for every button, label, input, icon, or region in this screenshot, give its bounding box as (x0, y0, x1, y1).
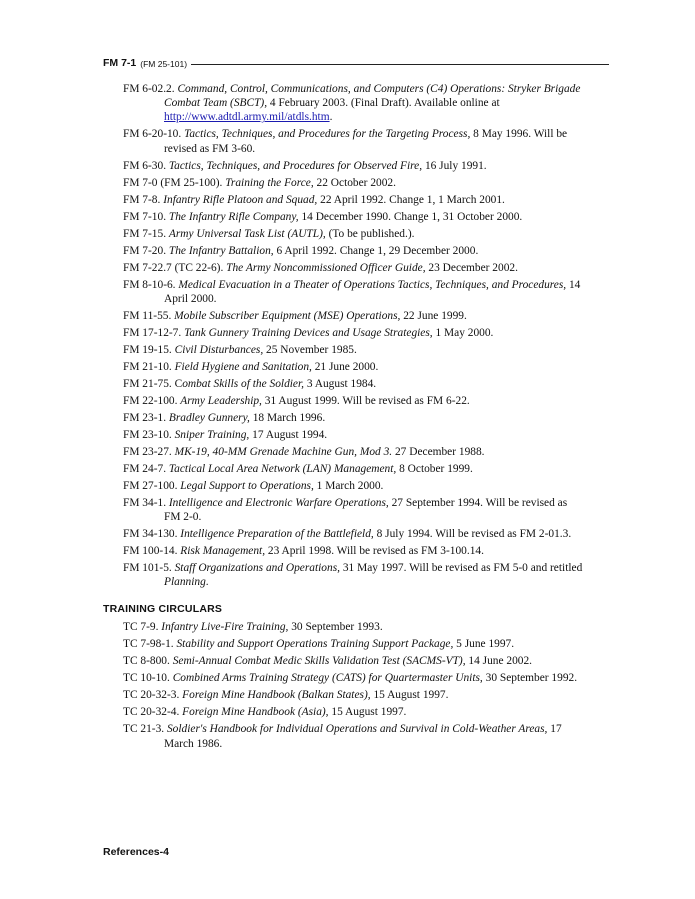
reference-details: 23 April 1998. Will be revised as FM 3-100.14. (265, 545, 484, 558)
reference-number: FM 23-27. (123, 445, 175, 458)
reference-title: Infantry Live-Fire Training, (161, 621, 289, 634)
reference-tail: . (205, 576, 209, 589)
reference-entry (123, 394, 585, 408)
reference-title: Medical Evacuation in a Theater of Operations Tactics, Techniques, and Procedures, (178, 278, 567, 291)
reference-details: 17 March 1986. (164, 723, 562, 750)
reference-title: Army Leadership, (180, 394, 262, 407)
reference-details: 5 June 1997. (453, 638, 515, 651)
reference-details: 15 August 1997. (328, 706, 407, 719)
header-doc-id: FM 7-1 (103, 57, 137, 69)
reference-number: FM 27-100. (123, 479, 181, 492)
reference-entry (123, 428, 585, 442)
reference-title: Intelligence Preparation of the Battlefield, (180, 528, 374, 541)
reference-details: 8 October 1999. (396, 462, 473, 475)
reference-number: FM 24-7. (123, 462, 169, 475)
reference-link[interactable]: http://www.adtdl.army.mil/atdls.htm (164, 111, 330, 124)
reference-title: Risk Management, (180, 545, 266, 558)
reference-number: FM 19-15. (123, 343, 175, 356)
header-rule (191, 64, 609, 65)
reference-details: 22 June 1999. (400, 309, 467, 322)
reference-number: FM 7-10. (123, 210, 169, 223)
reference-details: 30 September 1993. (288, 621, 383, 634)
header-old-doc-id: (FM 25-101) (140, 59, 188, 69)
reference-title: Mobile Subscriber Equipment (MSE) Operations, (174, 309, 401, 322)
reference-entry (123, 445, 585, 459)
reference-number: FM 23-1. (123, 411, 169, 424)
reference-title: Tactical Local Area Network (LAN) Management, (168, 462, 397, 475)
reference-details: 22 April 1992. Change 1, 1 March 2001. (317, 193, 505, 206)
reference-entry (123, 176, 585, 190)
reference-details: 14 April 2000. (164, 278, 581, 305)
reference-title: Training the Force, (225, 176, 314, 189)
section-heading-training-circulars: TRAINING CIRCULARS (103, 603, 223, 616)
reference-entry (123, 278, 585, 306)
reference-number: FM 7-15. (123, 227, 169, 240)
reference-title: Tactics, Techniques, and Procedures for the Targeting Process, (184, 128, 471, 141)
reference-entry (123, 326, 585, 340)
reference-title: Foreign Mine Handbook (Balkan States), (182, 689, 371, 702)
reference-entry (123, 496, 585, 524)
reference-details: 4 February 2003. (Final Draft). Available online at (267, 97, 500, 110)
training-circulars-list (123, 620, 585, 750)
reference-number: FM 7-20. (123, 244, 169, 257)
reference-number: FM 17-12-7. (123, 326, 185, 339)
reference-number: FM 34-1. (123, 496, 169, 509)
reference-title: The Infantry Rifle Company, (168, 210, 299, 223)
reference-title: Army Universal Task List (AUTL), (168, 227, 326, 240)
page-header (103, 55, 609, 69)
reference-title: Foreign Mine Handbook (Asia), (182, 706, 329, 719)
reference-details: 30 September 1992. (482, 672, 578, 685)
reference-details: (To be published.). (325, 227, 415, 240)
reference-details: 16 July 1991. (422, 159, 487, 172)
reference-number: FM 101-5. (123, 562, 175, 575)
reference-entry (123, 722, 585, 750)
reference-entry (123, 244, 585, 258)
reference-title: Intelligence and Electronic Warfare Operations, (168, 496, 389, 509)
reference-entry (123, 544, 585, 558)
reference-number: TC 21-3. (123, 723, 167, 736)
reference-title: Semi-Annual Combat Medic Skills Validation Test (SACMS-VT), (172, 655, 466, 668)
reference-entry (123, 210, 585, 224)
reference-details: 31 August 1999. Will be revised as FM 6-22. (261, 394, 470, 407)
reference-number: TC 7-9. (123, 621, 162, 634)
reference-tail: . (329, 111, 333, 124)
reference-entry (123, 82, 585, 125)
reference-number: TC 8-800. (123, 655, 173, 668)
reference-number: TC 10-10. (123, 672, 173, 685)
reference-title: Combined Arms Training Strategy (CATS) for Quartermaster Units, (172, 672, 483, 685)
reference-details: 1 May 2000. (432, 326, 494, 339)
reference-details: 21 June 2000. (311, 360, 379, 373)
reference-details: 14 June 2002. (465, 655, 533, 668)
reference-entry (123, 705, 585, 719)
reference-title: MK-19, 40-MM Grenade Machine Gun, Mod 3. (174, 445, 393, 458)
reference-details: 17 August 1994. (249, 428, 328, 441)
page-footer: References-4 (103, 846, 169, 858)
reference-number: TC 20-32-3. (123, 689, 183, 702)
reference-number: FM 21-10. (123, 360, 175, 373)
reference-details: 22 October 2002. (313, 176, 396, 189)
references-list (103, 82, 585, 754)
reference-title: Bradley Gunnery, (168, 411, 250, 424)
reference-number: FM 7-0 (FM 25-100). (123, 176, 226, 189)
reference-title: Soldier's Handbook for Individual Operations and Survival in Cold-Weather Areas, (166, 723, 548, 736)
reference-title: Stability and Support Operations Training Support Package, (176, 638, 454, 651)
reference-entry (123, 411, 585, 425)
reference-details: 14 December 1990. Change 1, 31 October 2000. (298, 210, 523, 223)
reference-number: FM 21-75. C (123, 377, 183, 390)
reference-title: Field Hygiene and Sanitation, (174, 360, 312, 373)
reference-title: Sniper Training, (174, 428, 250, 441)
reference-entry (123, 527, 585, 541)
reference-details: 25 November 1985. (263, 343, 357, 356)
reference-details: 6 April 1992. Change 1, 29 December 2000. (273, 244, 479, 257)
reference-number: FM 6-20-10. (123, 128, 185, 141)
reference-entry (123, 637, 585, 651)
reference-details: 27 December 1988. (392, 445, 485, 458)
reference-number: FM 8-10-6. (123, 278, 179, 291)
reference-entry (123, 360, 585, 374)
reference-details: 18 March 1996. (249, 411, 326, 424)
reference-entry (123, 620, 585, 634)
reference-entry (123, 479, 585, 493)
reference-title: ombat Skills of the Soldier, (182, 377, 304, 390)
reference-entry (123, 671, 585, 685)
reference-entry (123, 343, 585, 357)
reference-details: 27 September 1994. Will be revised as FM 2-0. (164, 496, 568, 524)
reference-number: FM 6-30. (123, 159, 169, 172)
reference-details: 8 July 1994. Will be revised as FM 2-01.3. (373, 528, 572, 541)
reference-entry (123, 159, 585, 173)
field-manuals-list (123, 82, 585, 589)
reference-details: 1 March 2000. (313, 479, 384, 492)
reference-title: Legal Support to Operations, (180, 479, 314, 492)
reference-number: TC 20-32-4. (123, 706, 183, 719)
reference-entry (123, 561, 585, 589)
reference-details: 15 August 1997. (370, 689, 449, 702)
reference-title: Infantry Rifle Platoon and Squad, (163, 193, 318, 206)
reference-details: 31 May 1997. Will be revised as FM 5-0 and retitled (339, 562, 583, 575)
reference-number: FM 11-55. (123, 309, 175, 322)
reference-entry (123, 462, 585, 476)
reference-entry (123, 309, 585, 323)
reference-entry (123, 654, 585, 668)
reference-title: Staff Organizations and Operations, (174, 562, 340, 575)
reference-title: Tank Gunnery Training Devices and Usage Strategies, (184, 326, 433, 339)
reference-entry (123, 227, 585, 241)
reference-details: 8 May 1996. Will be revised as FM 3-60. (164, 128, 568, 155)
reference-title: Tactics, Techniques, and Procedures for Observed Fire, (168, 159, 423, 172)
reference-details: 3 August 1984. (304, 377, 377, 390)
reference-title: The Infantry Battalion, (168, 244, 274, 257)
reference-entry (123, 377, 585, 391)
reference-number: FM 23-10. (123, 428, 175, 441)
reference-entry (123, 127, 585, 155)
reference-number: FM 7-22.7 (TC 22-6). (123, 261, 227, 274)
reference-number: FM 7-8. (123, 193, 164, 206)
reference-entry (123, 193, 585, 207)
reference-retitle: Planning (164, 576, 206, 589)
reference-details: 23 December 2002. (425, 261, 518, 274)
reference-entry (123, 261, 585, 275)
reference-number: FM 22-100. (123, 394, 181, 407)
reference-title: Command, Control, Communications, and Computers (C4) Operations: Stryker Brigade Combat Team (SBCT), (164, 83, 581, 110)
reference-number: FM 34-130. (123, 528, 181, 541)
reference-title: The Army Noncommissioned Officer Guide, (226, 261, 426, 274)
reference-number: FM 6-02.2. (123, 83, 178, 95)
reference-entry (123, 688, 585, 702)
reference-number: FM 100-14. (123, 545, 181, 558)
reference-title: Civil Disturbances, (174, 343, 264, 356)
reference-number: TC 7-98-1. (123, 638, 177, 651)
